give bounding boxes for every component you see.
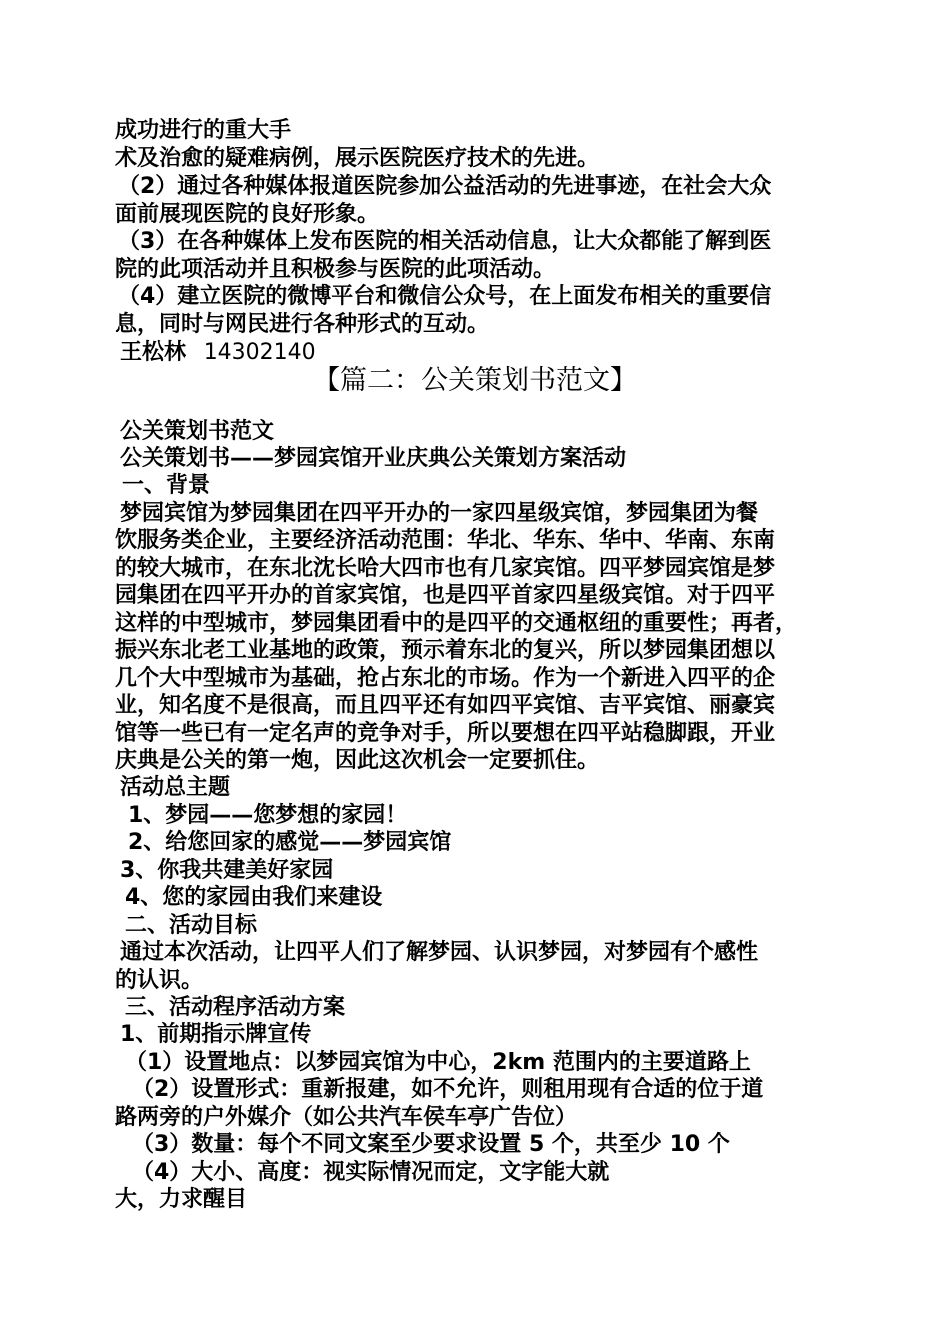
text-line: 庆典是公关的第一炮，因此这次机会一定要抓住。 bbox=[115, 748, 600, 773]
section-title: 一、背景 bbox=[122, 473, 211, 498]
list-item: 4、您的家园由我们来建设 bbox=[125, 885, 383, 910]
text-line: （3）在各种媒体上发布医院的相关活动信息，让大众都能了解到医 bbox=[118, 229, 772, 254]
author-id: 14302140 bbox=[203, 340, 316, 365]
text-line: 饮服务类企业，主要经济活动范围：华北、华东、华中、华南、东南 bbox=[115, 528, 776, 553]
text-line: 这样的中型城市，梦园集团看中的是四平的交通枢纽的重要性；再者， bbox=[115, 611, 798, 636]
text-line: 园集团在四平开办的首家宾馆，也是四平首家四星级宾馆。对于四平 bbox=[115, 583, 776, 608]
author-name: 王松林 bbox=[120, 340, 187, 365]
doc-title: 公关策划书范文 bbox=[120, 419, 275, 444]
list-item: 1、前期指示牌宣传 bbox=[120, 1022, 312, 1047]
section-heading: 【篇二：公关策划书范文】 bbox=[313, 365, 637, 396]
list-item: 3、你我共建美好家园 bbox=[120, 858, 334, 883]
text-line: 馆等一些已有一定名声的竞争对手，所以要想在四平站稳脚跟，开业 bbox=[115, 721, 776, 746]
list-item: （1）设置地点：以梦园宾馆为中心，2km 范围内的主要道路上 bbox=[125, 1050, 751, 1075]
text-line: 几个大中型城市为基础，抢占东北的市场。作为一个新进入四平的企 bbox=[115, 666, 776, 691]
text-line: 通过本次活动，让四平人们了解梦园、认识梦园，对梦园有个感性 bbox=[120, 940, 759, 965]
section-title: 三、活动程序活动方案 bbox=[125, 995, 346, 1020]
list-item: 2、给您回家的感觉——梦园宾馆 bbox=[128, 830, 452, 855]
section-title: 二、活动目标 bbox=[125, 913, 258, 938]
text-line: 路两旁的户外媒介（如公共汽车侯车亭广告位） bbox=[115, 1105, 578, 1130]
text-line: （4）建立医院的微博平台和微信公众号，在上面发布相关的重要信 bbox=[118, 284, 772, 309]
text-line: 面前展现医院的良好形象。 bbox=[115, 202, 380, 227]
list-item: （3）数量：每个不同文案至少要求设置 5 个，共至少 10 个 bbox=[132, 1132, 730, 1157]
text-line: 息，同时与网民进行各种形式的互动。 bbox=[115, 312, 490, 337]
text-line: 成功进行的重大手 bbox=[115, 118, 292, 143]
list-item: （4）大小、高度：视实际情况而定，文字能大就 bbox=[132, 1160, 610, 1185]
text-line: （2）通过各种媒体报道医院参加公益活动的先进事迹，在社会大众 bbox=[118, 174, 772, 199]
text-line: 的认识。 bbox=[115, 968, 204, 993]
text-line: 大，力求醒目 bbox=[115, 1187, 248, 1212]
text-line: 业，知名度不是很高，而且四平还有如四平宾馆、吉平宾馆、丽豪宾 bbox=[115, 693, 776, 718]
author-line bbox=[120, 339, 316, 366]
doc-subtitle: 公关策划书——梦园宾馆开业庆典公关策划方案活动 bbox=[120, 446, 627, 471]
text-line: 的较大城市，在东北沈长哈大四市也有几家宾馆。四平梦园宾馆是梦 bbox=[115, 556, 776, 581]
list-item: 1、梦园——您梦想的家园！ bbox=[128, 803, 408, 828]
text-line: 术及治愈的疑难病例，展示医院医疗技术的先进。 bbox=[115, 146, 600, 171]
text-line: 振兴东北老工业基地的政策，预示着东北的复兴，所以梦园集团想以 bbox=[115, 638, 776, 663]
section-title: 活动总主题 bbox=[120, 775, 231, 800]
text-line: 院的此项活动并且积极参与医院的此项活动。 bbox=[115, 257, 556, 282]
list-item: （2）设置形式：重新报建，如不允许，则租用现有合适的位于道 bbox=[132, 1077, 764, 1102]
text-line: 梦园宾馆为梦园集团在四平开办的一家四星级宾馆，梦园集团为餐 bbox=[120, 501, 759, 526]
